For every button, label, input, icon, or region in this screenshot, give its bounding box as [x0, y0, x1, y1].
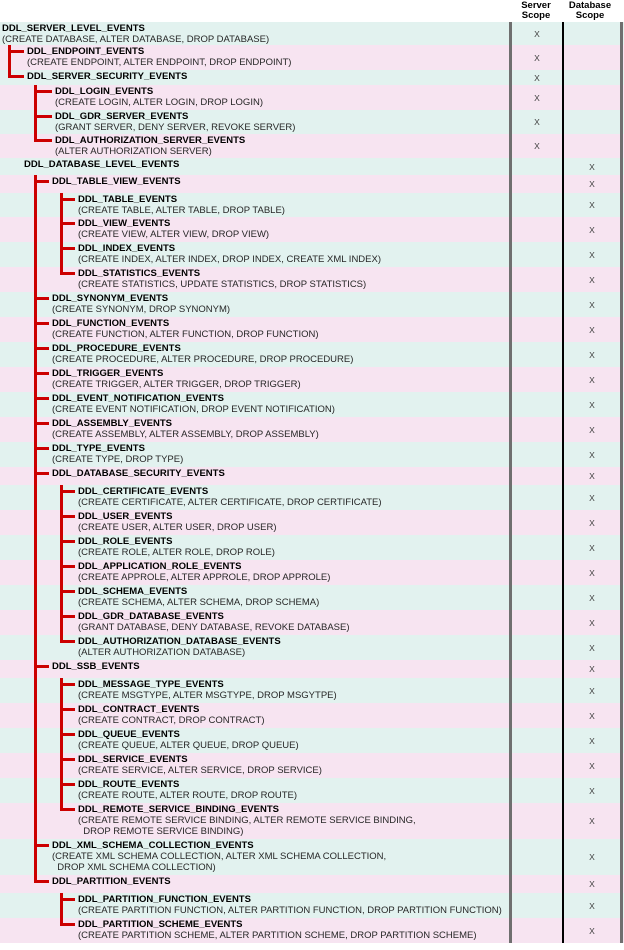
- event-row: [0, 193, 624, 217]
- database-scope-mark: X: [589, 424, 595, 435]
- database-scope-mark: X: [589, 816, 595, 826]
- event-group-title: DDL_SSB_EVENTS: [52, 661, 140, 672]
- database-scope-mark: X: [589, 449, 595, 460]
- event-list-line: (CREATE SCHEMA, ALTER SCHEMA, DROP SCHEMA): [78, 597, 320, 608]
- event-group-title: DDL_PROCEDURE_EVENTS: [52, 343, 181, 354]
- server-scope-column-left-line: [509, 22, 512, 943]
- event-group-title: DDL_INDEX_EVENTS: [78, 243, 176, 254]
- column-header-line: Database: [568, 0, 612, 11]
- database-scope-mark: X: [589, 617, 595, 628]
- event-row-text: [78, 194, 285, 216]
- database-scope-mark: X: [589, 760, 595, 771]
- server-scope-mark: X: [534, 117, 540, 127]
- database-scope-mark: X: [589, 399, 595, 410]
- database-scope-mark: X: [589, 735, 595, 746]
- column-header-database-scope: [558, 1, 622, 21]
- event-group-title: DDL_AUTHORIZATION_SERVER_EVENTS: [55, 135, 246, 146]
- event-group-title: DDL_TABLE_VIEW_EVENTS: [52, 176, 181, 187]
- tree-connector-branch-line: [60, 540, 75, 543]
- tree-connector-branch-line: [34, 397, 49, 400]
- event-row-text: [78, 704, 264, 726]
- server-scope-mark: X: [534, 92, 540, 103]
- database-scope-mark: X: [589, 349, 595, 360]
- event-row-text: [52, 418, 319, 440]
- event-list-line: (CREATE PARTITION SCHEME, ALTER PARTITION SCHEME, DROP PARTITION SCHEME): [78, 930, 477, 941]
- event-list-line: DROP REMOTE SERVICE BINDING): [78, 826, 244, 837]
- column-header-line: Server: [521, 0, 551, 11]
- server-scope-mark: X: [534, 28, 540, 39]
- event-row: [0, 803, 624, 839]
- tree-connector-vertical-line: [8, 45, 11, 70]
- event-row: [0, 242, 624, 267]
- tree-connector-branch-line: [34, 322, 49, 325]
- database-scope-mark: X: [589, 471, 595, 481]
- database-scope-mark: X: [589, 324, 595, 335]
- event-row: [0, 703, 624, 728]
- event-group-title: DDL_TRIGGER_EVENTS: [52, 368, 164, 379]
- event-group-title: DDL_CONTRACT_EVENTS: [78, 704, 200, 715]
- event-list-line: (CREATE DATABASE, ALTER DATABASE, DROP DATABASE): [2, 34, 270, 45]
- tree-connector-branch-line: [60, 808, 75, 811]
- event-group-title: DDL_REMOTE_SERVICE_BINDING_EVENTS: [78, 804, 279, 815]
- event-list-line: (CREATE XML SCHEMA COLLECTION, ALTER XML SCHEMA COLLECTION,: [52, 851, 387, 862]
- event-group-title: DDL_AUTHORIZATION_DATABASE_EVENTS: [78, 636, 281, 647]
- tree-connector-vertical-line: [34, 485, 37, 510]
- event-row: [0, 442, 624, 467]
- event-list-line: (CREATE VIEW, ALTER VIEW, DROP VIEW): [78, 229, 270, 240]
- event-group-title: DDL_ROUTE_EVENTS: [78, 779, 180, 790]
- tree-connector-branch-line: [8, 50, 24, 53]
- event-row: [0, 660, 624, 678]
- database-scope-mark: X: [589, 374, 595, 385]
- event-group-title: DDL_SCHEMA_EVENTS: [78, 586, 188, 597]
- event-list-line: (CREATE ASSEMBLY, ALTER ASSEMBLY, DROP ASSEMBLY): [52, 429, 319, 440]
- tree-connector-vertical-line: [34, 292, 37, 317]
- tree-connector-branch-line: [34, 665, 49, 668]
- event-group-title: DDL_DATABASE_SECURITY_EVENTS: [52, 468, 225, 479]
- event-group-title: DDL_PARTITION_EVENTS: [52, 876, 171, 887]
- event-row-text: [78, 919, 477, 941]
- event-row-text: [78, 804, 416, 837]
- server-scope-mark: X: [534, 141, 540, 151]
- event-row-text: [27, 46, 291, 68]
- database-scope-mark: X: [589, 900, 595, 911]
- database-scope-column-left-line: [562, 22, 564, 943]
- event-list-line: (ALTER AUTHORIZATION DATABASE): [78, 647, 246, 658]
- database-scope-mark: X: [589, 592, 595, 603]
- tree-connector-vertical-line: [34, 217, 37, 242]
- event-list-line: (CREATE REMOTE SERVICE BINDING, ALTER REMOTE SERVICE BINDING,: [78, 815, 416, 826]
- database-scope-mark: X: [589, 685, 595, 696]
- event-row: [0, 175, 624, 193]
- tree-connector-branch-line: [60, 758, 75, 761]
- event-list-line: (CREATE INDEX, ALTER INDEX, DROP INDEX, CREATE XML INDEX): [78, 254, 381, 265]
- event-list-line: (CREATE APPROLE, ALTER APPROLE, DROP APPROLE): [78, 572, 331, 583]
- tree-connector-branch-line: [60, 923, 75, 926]
- event-group-title: DDL_ROLE_EVENTS: [78, 536, 173, 547]
- event-row: [0, 392, 624, 417]
- event-row: [0, 22, 624, 45]
- event-row-text: [78, 536, 275, 558]
- event-list-line: (CREATE ROUTE, ALTER ROUTE, DROP ROUTE): [78, 790, 298, 801]
- tree-connector-vertical-line: [34, 242, 37, 267]
- tree-connector-vertical-line: [60, 193, 63, 217]
- event-row: [0, 467, 624, 485]
- event-row-text: [78, 679, 337, 701]
- event-row: [0, 875, 624, 893]
- event-list-line: (CREATE SYNONYM, DROP SYNONYM): [52, 304, 231, 315]
- event-list-line: (CREATE FUNCTION, ALTER FUNCTION, DROP FUNCTION): [52, 329, 319, 340]
- event-row: [0, 753, 624, 778]
- event-group-title: DDL_MESSAGE_TYPE_EVENTS: [78, 679, 224, 690]
- event-row: [0, 110, 624, 134]
- tree-connector-vertical-line: [60, 485, 63, 510]
- event-row-text: [52, 876, 171, 887]
- database-scope-mark: X: [589, 642, 595, 653]
- diagram-right-border-line: [620, 22, 623, 943]
- event-row-text: [78, 729, 299, 751]
- event-row-text: [27, 71, 187, 82]
- database-scope-mark: X: [589, 567, 595, 578]
- event-row: [0, 367, 624, 392]
- event-row-text: [78, 218, 269, 240]
- tree-connector-branch-line: [34, 422, 49, 425]
- event-list-line: (CREATE PARTITION FUNCTION, ALTER PARTITION FUNCTION, DROP PARTITION FUNCTION): [78, 905, 502, 916]
- tree-connector-vertical-line: [60, 217, 63, 242]
- event-row: [0, 510, 624, 535]
- event-row-text: [52, 393, 335, 415]
- column-header-line: Scope: [521, 10, 551, 21]
- event-row-text: [55, 86, 263, 108]
- database-scope-mark: X: [589, 161, 595, 172]
- event-list-line: (GRANT SERVER, DENY SERVER, REVOKE SERVER): [55, 122, 296, 133]
- tree-connector-vertical-line: [34, 467, 37, 485]
- tree-connector-branch-line: [60, 708, 75, 711]
- event-rows-container: [0, 22, 624, 943]
- tree-connector-vertical-line: [34, 635, 37, 660]
- event-list-line: (CREATE TRIGGER, ALTER TRIGGER, DROP TRIGGER): [52, 379, 301, 390]
- event-row-text: [55, 111, 295, 133]
- tree-connector-branch-line: [60, 640, 75, 643]
- event-row: [0, 342, 624, 367]
- event-group-title: DDL_ENDPOINT_EVENTS: [27, 46, 145, 57]
- column-header-line: Scope: [575, 10, 605, 21]
- event-row: [0, 893, 624, 918]
- event-row: [0, 535, 624, 560]
- event-row: [0, 317, 624, 342]
- event-group-title: DDL_ASSEMBLY_EVENTS: [52, 418, 173, 429]
- tree-connector-branch-line: [34, 844, 49, 847]
- event-row-text: [52, 293, 230, 315]
- event-list-line: (CREATE STATISTICS, UPDATE STATISTICS, DROP STATISTICS): [78, 279, 367, 290]
- database-scope-mark: X: [589, 249, 595, 260]
- tree-connector-branch-line: [34, 180, 49, 183]
- event-list-line: DROP XML SCHEMA COLLECTION): [52, 862, 216, 873]
- database-scope-mark: X: [589, 179, 595, 189]
- tree-connector-vertical-line: [34, 535, 37, 560]
- event-list-line: (CREATE CONTRACT, DROP CONTRACT): [78, 715, 265, 726]
- event-row: [0, 839, 624, 875]
- tree-connector-branch-line: [60, 783, 75, 786]
- event-group-title: DDL_PARTITION_FUNCTION_EVENTS: [78, 894, 251, 905]
- event-group-title: DDL_SYNONYM_EVENTS: [52, 293, 169, 304]
- event-row-text: [78, 611, 350, 633]
- tree-connector-vertical-line: [60, 893, 63, 918]
- event-row: [0, 610, 624, 635]
- event-row-text: [78, 586, 319, 608]
- event-list-line: (ALTER AUTHORIZATION SERVER): [55, 146, 212, 157]
- database-scope-mark: X: [589, 200, 595, 210]
- event-row-text: [2, 23, 269, 45]
- tree-connector-vertical-line: [34, 560, 37, 585]
- tree-connector-branch-line: [34, 115, 52, 118]
- server-scope-mark: X: [534, 72, 540, 83]
- event-row: [0, 417, 624, 442]
- event-row-text: [55, 135, 245, 157]
- tree-connector-branch-line: [60, 198, 75, 201]
- event-group-title: DDL_DATABASE_LEVEL_EVENTS: [24, 159, 180, 170]
- tree-connector-vertical-line: [60, 703, 63, 728]
- tree-connector-branch-line: [34, 90, 52, 93]
- event-row-text: [52, 368, 301, 390]
- event-group-title: DDL_TYPE_EVENTS: [52, 443, 145, 454]
- event-group-title: DDL_CERTIFICATE_EVENTS: [78, 486, 209, 497]
- tree-connector-branch-line: [8, 75, 24, 78]
- event-group-title: DDL_EVENT_NOTIFICATION_EVENTS: [52, 393, 224, 404]
- event-row-text: [52, 176, 181, 187]
- event-group-title: DDL_SERVER_LEVEL_EVENTS: [2, 23, 145, 34]
- database-scope-mark: X: [589, 542, 595, 553]
- tree-connector-vertical-line: [34, 367, 37, 392]
- event-row-text: [78, 268, 366, 290]
- tree-connector-vertical-line: [60, 585, 63, 610]
- tree-connector-vertical-line: [34, 660, 37, 678]
- event-row-text: [24, 159, 179, 170]
- tree-connector-vertical-line: [34, 610, 37, 635]
- event-group-title: DDL_QUEUE_EVENTS: [78, 729, 180, 740]
- event-row-text: [52, 318, 319, 340]
- database-scope-mark: X: [589, 664, 595, 674]
- tree-connector-branch-line: [34, 139, 52, 142]
- event-list-line: (GRANT DATABASE, DENY DATABASE, REVOKE DATABASE): [78, 622, 350, 633]
- event-row: [0, 70, 624, 85]
- event-row: [0, 134, 624, 158]
- event-group-title: DDL_APPLICATION_ROLE_EVENTS: [78, 561, 242, 572]
- tree-connector-branch-line: [60, 733, 75, 736]
- event-row-text: [52, 343, 353, 365]
- tree-connector-vertical-line: [34, 753, 37, 778]
- event-row-text: [52, 661, 140, 672]
- event-group-title: DDL_PARTITION_SCHEME_EVENTS: [78, 919, 243, 930]
- tree-connector-branch-line: [60, 898, 75, 901]
- tree-connector-vertical-line: [34, 510, 37, 535]
- tree-connector-vertical-line: [60, 728, 63, 753]
- event-row: [0, 728, 624, 753]
- event-row: [0, 485, 624, 510]
- tree-connector-vertical-line: [34, 85, 37, 110]
- event-group-title: DDL_XML_SCHEMA_COLLECTION_EVENTS: [52, 840, 254, 851]
- event-group-title: DDL_GDR_DATABASE_EVENTS: [78, 611, 224, 622]
- tree-connector-vertical-line: [34, 342, 37, 367]
- event-list-line: (CREATE PROCEDURE, ALTER PROCEDURE, DROP PROCEDURE): [52, 354, 354, 365]
- event-row: [0, 678, 624, 703]
- event-group-title: DDL_USER_EVENTS: [78, 511, 173, 522]
- event-group-title: DDL_LOGIN_EVENTS: [55, 86, 154, 97]
- event-row: [0, 292, 624, 317]
- tree-connector-vertical-line: [34, 803, 37, 839]
- event-row: [0, 85, 624, 110]
- tree-connector-branch-line: [60, 515, 75, 518]
- database-scope-mark: X: [589, 274, 595, 285]
- tree-connector-branch-line: [60, 590, 75, 593]
- event-row-text: [78, 636, 281, 658]
- tree-connector-branch-line: [34, 447, 49, 450]
- tree-connector-branch-line: [34, 880, 49, 883]
- event-list-line: (CREATE MSGTYPE, ALTER MSGTYPE, DROP MSGYTPE): [78, 690, 337, 701]
- tree-connector-vertical-line: [34, 267, 37, 292]
- event-list-line: (CREATE TABLE, ALTER TABLE, DROP TABLE): [78, 205, 285, 216]
- event-group-title: DDL_SERVER_SECURITY_EVENTS: [27, 71, 188, 82]
- tree-connector-branch-line: [34, 297, 49, 300]
- event-row: [0, 635, 624, 660]
- event-row: [0, 918, 624, 943]
- event-row-text: [52, 443, 183, 465]
- event-list-line: (CREATE CERTIFICATE, ALTER CERTIFICATE, DROP CERTIFICATE): [78, 497, 382, 508]
- event-row-text: [52, 468, 225, 479]
- tree-connector-vertical-line: [60, 242, 63, 267]
- tree-connector-vertical-line: [60, 753, 63, 778]
- event-row-text: [52, 840, 386, 873]
- tree-connector-branch-line: [60, 615, 75, 618]
- event-row: [0, 267, 624, 292]
- event-group-title: DDL_TABLE_EVENTS: [78, 194, 178, 205]
- tree-connector-branch-line: [60, 565, 75, 568]
- event-row-text: [78, 511, 276, 533]
- database-scope-mark: X: [589, 852, 595, 862]
- server-scope-mark: X: [534, 52, 540, 63]
- database-scope-mark: X: [589, 785, 595, 796]
- event-row: [0, 560, 624, 585]
- event-list-line: (CREATE TYPE, DROP TYPE): [52, 454, 184, 465]
- tree-connector-vertical-line: [60, 778, 63, 803]
- event-group-title: DDL_STATISTICS_EVENTS: [78, 268, 201, 279]
- event-group-title: DDL_FUNCTION_EVENTS: [52, 318, 170, 329]
- event-list-line: (CREATE LOGIN, ALTER LOGIN, DROP LOGIN): [55, 97, 263, 108]
- tree-connector-vertical-line: [34, 175, 37, 193]
- tree-connector-vertical-line: [34, 703, 37, 728]
- database-scope-mark: X: [589, 925, 595, 936]
- database-scope-mark: X: [589, 492, 595, 503]
- database-scope-mark: X: [589, 517, 595, 528]
- event-row-text: [78, 486, 382, 508]
- event-list-line: (CREATE ENDPOINT, ALTER ENDPOINT, DROP ENDPOINT): [27, 57, 292, 68]
- event-row: [0, 158, 624, 175]
- event-row: [0, 778, 624, 803]
- event-row: [0, 217, 624, 242]
- event-list-line: (CREATE QUEUE, ALTER QUEUE, DROP QUEUE): [78, 740, 299, 751]
- tree-connector-vertical-line: [60, 610, 63, 635]
- tree-connector-vertical-line: [60, 678, 63, 703]
- event-list-line: (CREATE USER, ALTER USER, DROP USER): [78, 522, 277, 533]
- tree-connector-vertical-line: [34, 193, 37, 217]
- event-group-title: DDL_GDR_SERVER_EVENTS: [55, 111, 189, 122]
- tree-connector-branch-line: [34, 347, 49, 350]
- event-row-text: [78, 561, 330, 583]
- tree-connector-vertical-line: [34, 442, 37, 467]
- tree-connector-branch-line: [60, 490, 75, 493]
- event-row-text: [78, 754, 322, 776]
- tree-connector-branch-line: [34, 372, 49, 375]
- tree-connector-vertical-line: [34, 392, 37, 417]
- tree-connector-vertical-line: [34, 778, 37, 803]
- event-list-line: (CREATE SERVICE, ALTER SERVICE, DROP SERVICE): [78, 765, 322, 776]
- tree-connector-vertical-line: [34, 417, 37, 442]
- database-scope-mark: X: [589, 224, 595, 235]
- event-row: [0, 45, 624, 70]
- tree-connector-branch-line: [60, 247, 75, 250]
- tree-connector-vertical-line: [34, 728, 37, 753]
- tree-connector-branch-line: [60, 222, 75, 225]
- event-list-line: (CREATE ROLE, ALTER ROLE, DROP ROLE): [78, 547, 275, 558]
- tree-connector-vertical-line: [34, 678, 37, 703]
- event-row-text: [78, 779, 297, 801]
- event-row-text: [78, 243, 381, 265]
- column-header-server-scope: [510, 1, 562, 21]
- tree-connector-vertical-line: [34, 317, 37, 342]
- event-group-title: DDL_SERVICE_EVENTS: [78, 754, 188, 765]
- database-scope-mark: X: [589, 299, 595, 310]
- tree-connector-vertical-line: [60, 535, 63, 560]
- database-scope-mark: X: [589, 879, 595, 889]
- event-row-text: [78, 894, 502, 916]
- event-group-title: DDL_VIEW_EVENTS: [78, 218, 171, 229]
- tree-connector-vertical-line: [60, 510, 63, 535]
- tree-connector-branch-line: [34, 472, 49, 475]
- event-row: [0, 585, 624, 610]
- tree-connector-vertical-line: [34, 585, 37, 610]
- database-scope-mark: X: [589, 710, 595, 721]
- tree-connector-branch-line: [60, 272, 75, 275]
- tree-connector-branch-line: [60, 683, 75, 686]
- tree-connector-vertical-line: [60, 560, 63, 585]
- tree-connector-vertical-line: [34, 110, 37, 134]
- event-list-line: (CREATE EVENT NOTIFICATION, DROP EVENT NOTIFICATION): [52, 404, 335, 415]
